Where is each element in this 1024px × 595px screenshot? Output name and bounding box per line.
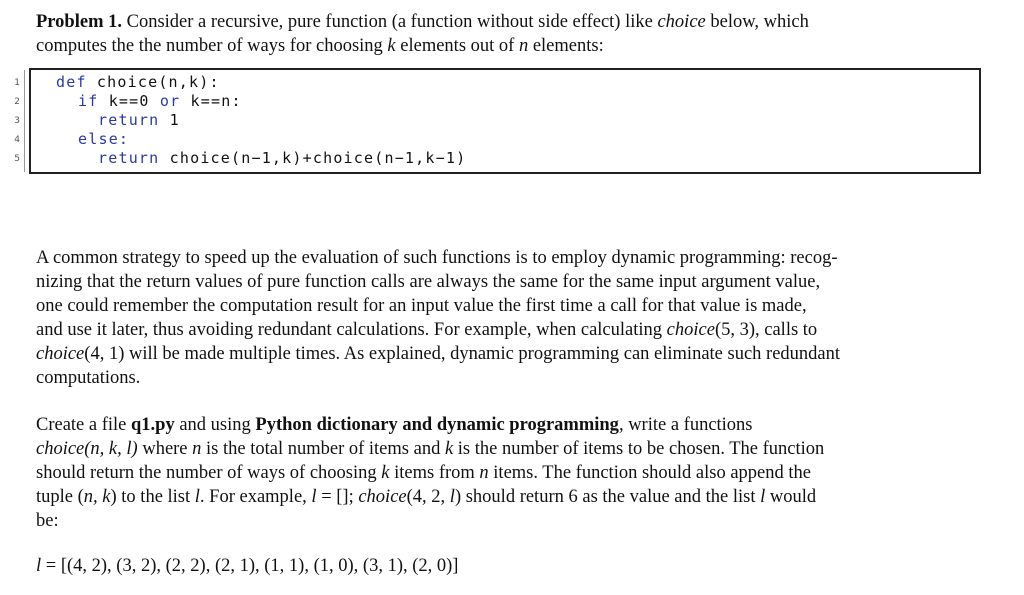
task-text: Create a file bbox=[36, 415, 127, 435]
task-text: items. The function should also append the bbox=[493, 463, 811, 483]
task-text: (4, 2, bbox=[406, 487, 450, 507]
strategy-line bbox=[36, 342, 976, 366]
math-var-k: k bbox=[444, 439, 454, 459]
choice-function-name: choice bbox=[36, 344, 85, 364]
math-var-l: l bbox=[194, 487, 200, 507]
math-var-n: n bbox=[518, 36, 529, 56]
keyword-else: else: bbox=[78, 130, 130, 148]
task-text: ) should return 6 as the value and the list bbox=[454, 487, 756, 507]
task-text: , write a functions bbox=[618, 415, 753, 435]
strategy-line: nizing that the return values of pure function calls are always the same for the same input argument value, bbox=[36, 272, 821, 292]
line-number: 2 bbox=[14, 97, 20, 107]
math-var-n: n bbox=[192, 439, 202, 459]
strategy-text: (5, 3), calls to bbox=[714, 320, 818, 340]
strategy-text: (4, 1) will be made multiple times. As explained, dynamic programming can eliminate such redundant bbox=[84, 344, 841, 364]
math-var-n: n bbox=[479, 463, 489, 483]
choice-function-name: choice bbox=[358, 487, 407, 507]
strategy-paragraph bbox=[36, 246, 976, 390]
problem-line-1 bbox=[36, 10, 976, 34]
math-var-l: l bbox=[760, 487, 766, 507]
task-text: = []; bbox=[321, 487, 359, 507]
math-tuple-nk: n, k bbox=[83, 487, 111, 507]
code-text: choice(n−1,k)+choice(n−1,k−1) bbox=[159, 149, 467, 167]
task-text: and using bbox=[179, 415, 251, 435]
problem-text: below, which bbox=[710, 12, 809, 32]
task-line-5: be: bbox=[36, 511, 59, 531]
problem-statement bbox=[36, 10, 976, 58]
file-name: q1.py bbox=[131, 415, 175, 435]
task-text: where bbox=[142, 439, 188, 459]
line-number: 1 bbox=[14, 78, 20, 88]
strategy-text: and use it later, thus avoiding redundant calculations. For example, when calculating bbox=[36, 320, 663, 340]
code-line-3 bbox=[98, 111, 180, 129]
line-number: 3 bbox=[14, 116, 20, 126]
task-line-2 bbox=[36, 437, 976, 461]
code-text: k==0 bbox=[98, 92, 160, 110]
keyword-def: def bbox=[56, 73, 87, 91]
task-paragraph bbox=[36, 413, 976, 533]
task-text: should return the number of ways of choosing bbox=[36, 463, 377, 483]
problem-text: elements: bbox=[532, 36, 604, 56]
strategy-line bbox=[36, 318, 976, 342]
code-text: choice(n,k): bbox=[86, 73, 220, 91]
problem-text: elements out of bbox=[400, 36, 515, 56]
choice-function-name: choice bbox=[666, 320, 715, 340]
task-text: would bbox=[769, 487, 817, 507]
keyword-if: if bbox=[78, 92, 99, 110]
code-line-5 bbox=[98, 149, 466, 167]
task-line-4 bbox=[36, 485, 976, 509]
formula-value: = [(4, 2), (3, 2), (2, 2), (2, 1), (1, 1), (1, 0), (3, 1), (2, 0)] bbox=[41, 556, 459, 576]
choice-function-name: choice bbox=[657, 12, 706, 32]
task-text: is the total number of items and bbox=[206, 439, 441, 459]
math-var-l: l bbox=[36, 556, 42, 576]
problem-text: Consider a recursive, pure function (a function without side effect) like bbox=[126, 12, 653, 32]
task-text: items from bbox=[394, 463, 475, 483]
task-emphasis: Python dictionary and dynamic programming bbox=[255, 415, 619, 435]
strategy-line: A common strategy to speed up the evaluation of such functions is to employ dynamic programming: recog- bbox=[36, 248, 838, 268]
problem-line-2 bbox=[36, 34, 976, 58]
task-text: is the number of items to be chosen. The function bbox=[457, 439, 825, 459]
task-text: tuple ( bbox=[36, 487, 84, 507]
keyword-or: or bbox=[159, 92, 181, 110]
line-number: 4 bbox=[14, 135, 20, 145]
task-text: ) to the list bbox=[110, 487, 191, 507]
task-line-1 bbox=[36, 413, 976, 437]
strategy-line: computations. bbox=[36, 368, 141, 388]
math-var-k: k bbox=[381, 463, 390, 483]
line-number: 5 bbox=[14, 154, 20, 164]
keyword-return: return bbox=[98, 111, 160, 129]
line-number-gutter bbox=[2, 70, 25, 172]
problem-text: computes the the number of ways for choosing bbox=[36, 36, 383, 56]
code-text: k==n: bbox=[180, 92, 242, 110]
math-var-l: l bbox=[449, 487, 455, 507]
math-var-k: k bbox=[387, 36, 396, 56]
code-line-4 bbox=[78, 130, 129, 148]
task-line-3 bbox=[36, 461, 976, 485]
math-var-l: l bbox=[311, 487, 317, 507]
expected-list-formula bbox=[36, 556, 458, 577]
keyword-return: return bbox=[98, 149, 160, 167]
strategy-line: one could remember the computation result for an input value the first time a call for that value is made, bbox=[36, 296, 807, 316]
code-line-2 bbox=[78, 92, 242, 110]
task-text: . For example, bbox=[199, 487, 307, 507]
problem-heading: Problem 1. bbox=[36, 12, 122, 32]
code-line-1 bbox=[56, 73, 220, 91]
choice-signature: choice(n, k, l) bbox=[36, 439, 138, 459]
code-text: 1 bbox=[159, 111, 180, 129]
